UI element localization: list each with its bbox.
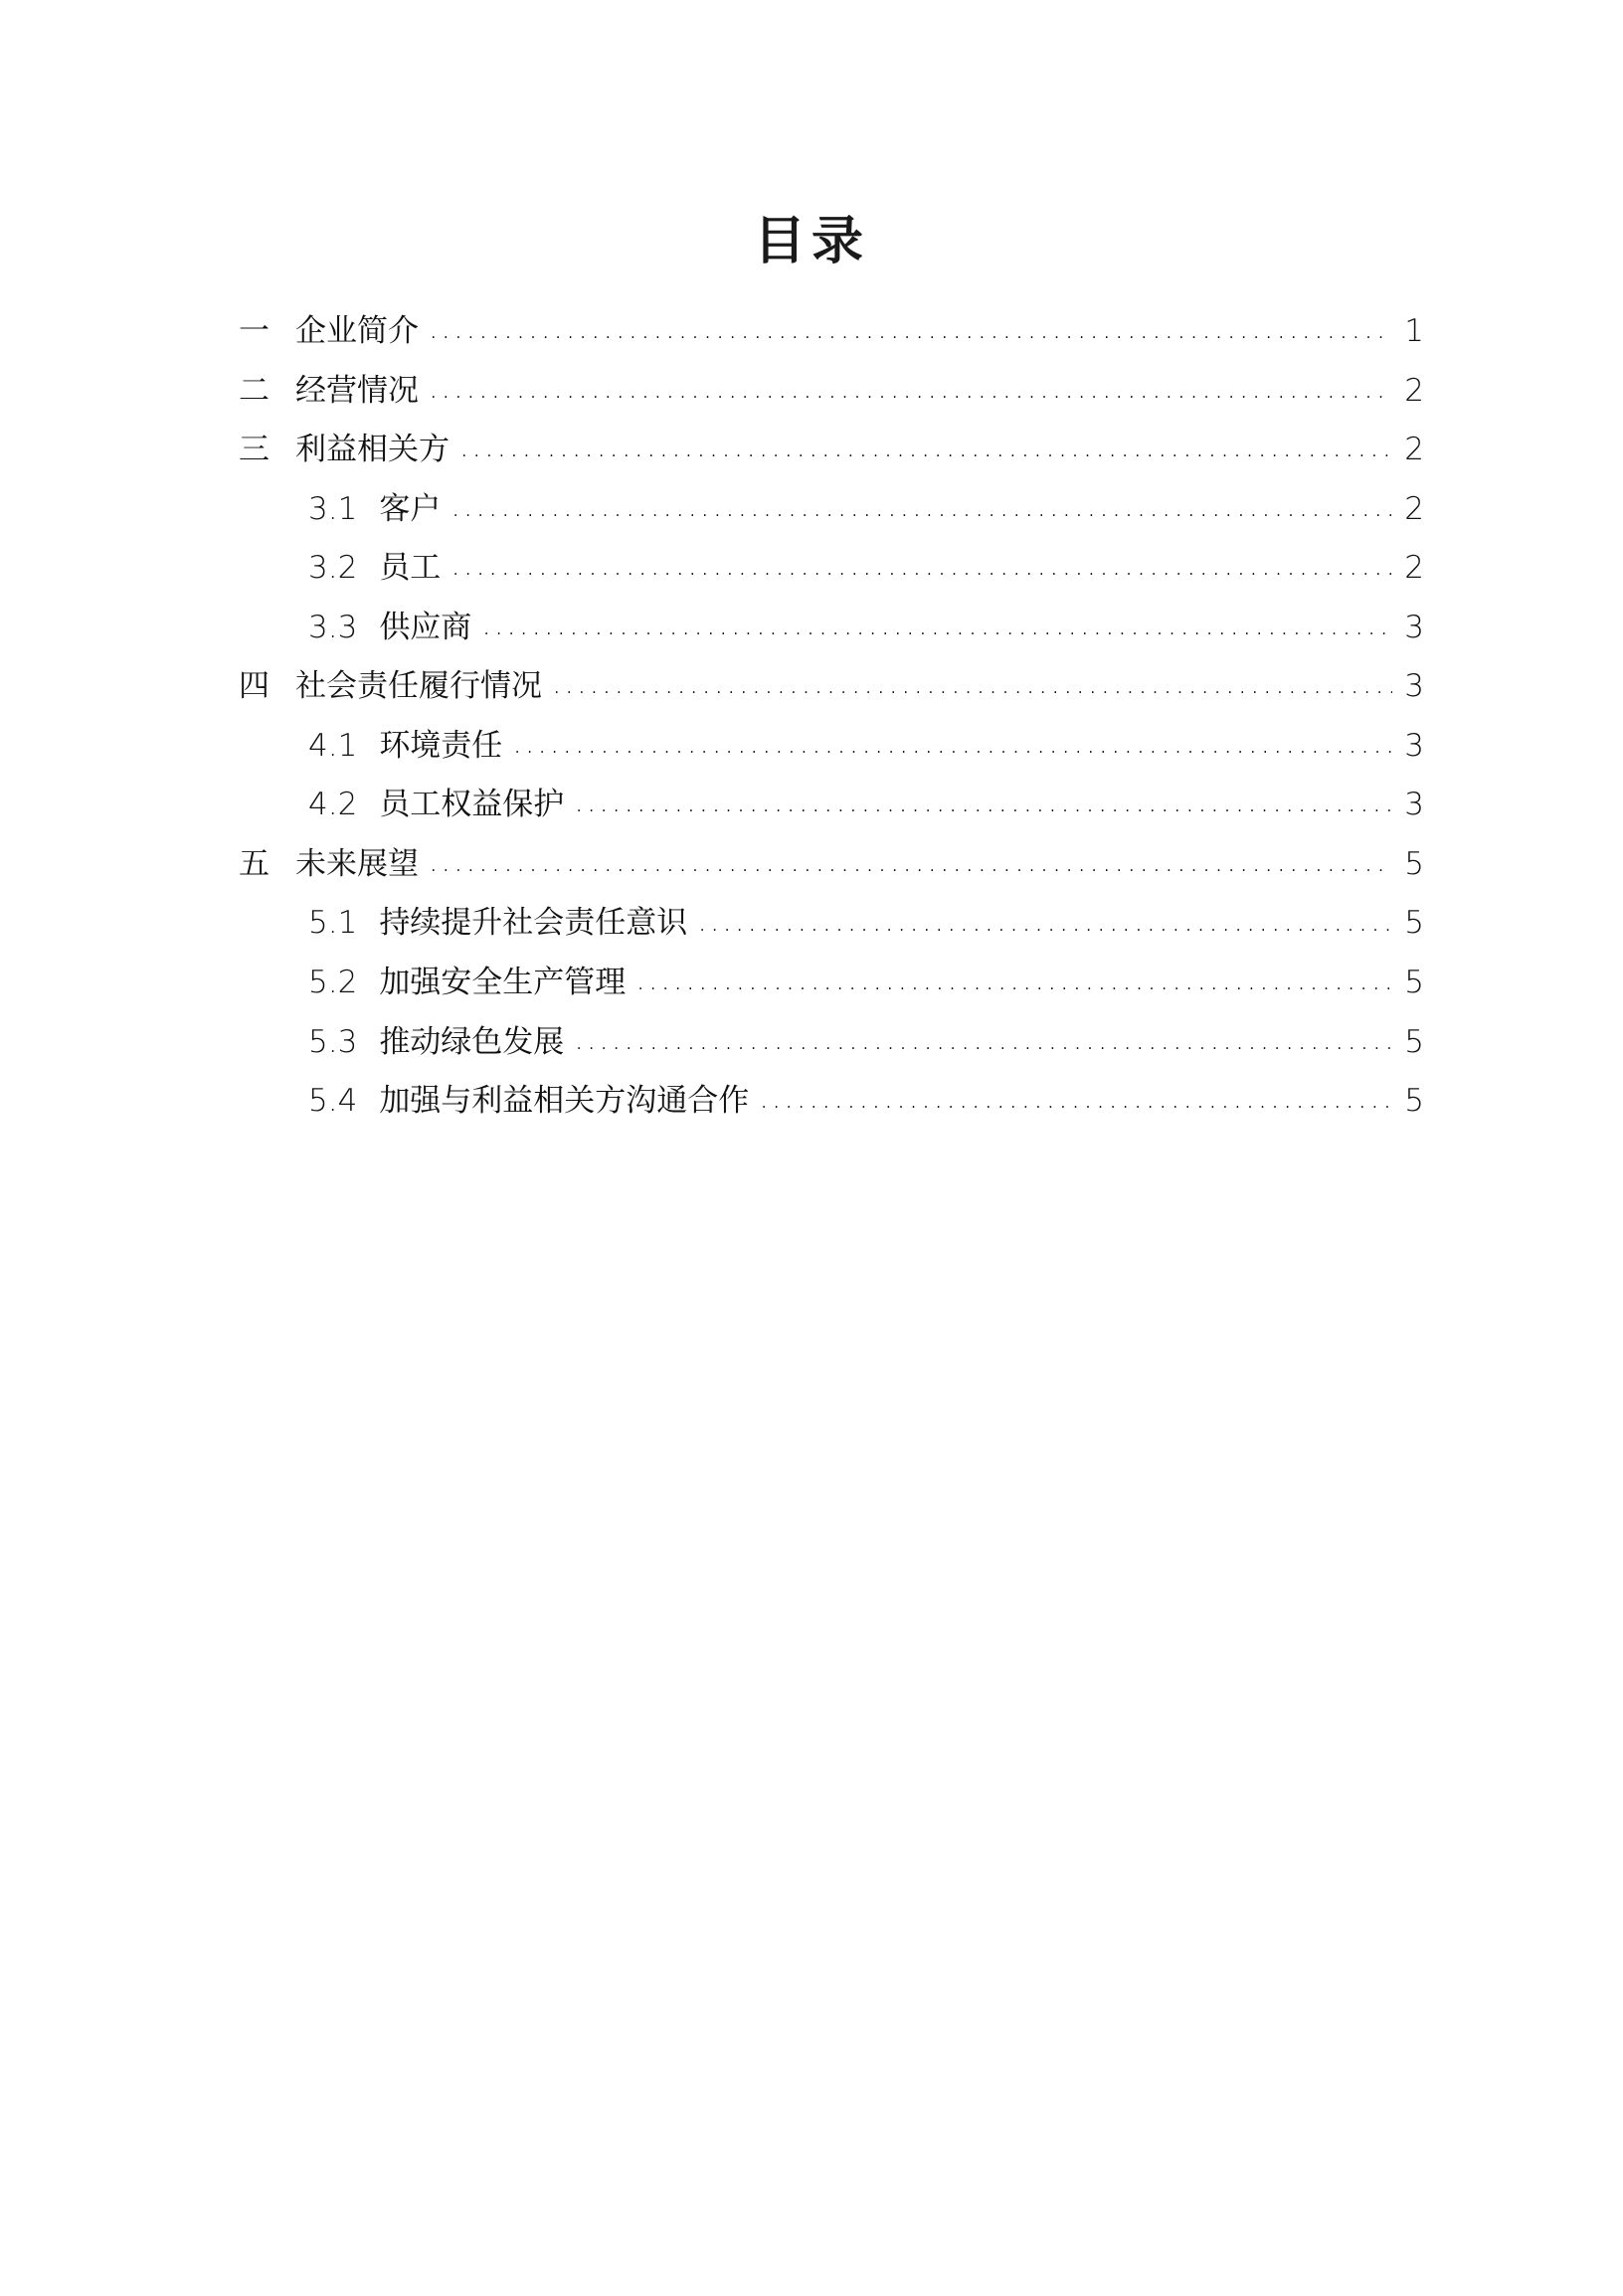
- toc-entry[interactable]: [199, 1071, 1424, 1131]
- toc-leader-dots: [451, 495, 1392, 525]
- toc-entry[interactable]: [199, 538, 1424, 598]
- toc-entry[interactable]: [199, 420, 1424, 479]
- toc-entry-page-number: 1: [1404, 313, 1424, 349]
- toc-entry-label: 加强安全生产管理: [379, 965, 627, 1001]
- toc-leader-dots: [759, 1088, 1392, 1118]
- toc-entry-page-number: 5: [1404, 845, 1424, 882]
- toc-entry-page-number: 3: [1404, 609, 1424, 645]
- toc-entry-label: 供应商: [379, 609, 472, 645]
- toc-entry[interactable]: [199, 716, 1424, 776]
- toc-entry-number: 四: [239, 668, 270, 705]
- toc-entry-label: 客户: [379, 490, 442, 527]
- toc-entry-number: 5.3: [308, 1023, 358, 1060]
- toc-leader-dots: [635, 970, 1392, 999]
- toc-entry-number: 4.2: [308, 787, 358, 823]
- toc-entry[interactable]: [199, 1012, 1424, 1072]
- page-title: 目录: [753, 211, 869, 271]
- toc-entry-page-number: 5: [1404, 1083, 1424, 1120]
- toc-entry-label: 企业简介: [295, 313, 419, 349]
- toc-entry-number: 5.1: [308, 905, 358, 942]
- toc-entry[interactable]: [199, 775, 1424, 834]
- toc-entry[interactable]: [199, 893, 1424, 953]
- toc-entry[interactable]: [199, 598, 1424, 657]
- toc-entry-page-number: 3: [1404, 727, 1424, 764]
- toc-entry[interactable]: [199, 361, 1424, 421]
- toc-leader-dots: [459, 437, 1392, 466]
- toc-entry-number: 3.3: [308, 609, 358, 645]
- toc-leader-dots: [574, 792, 1392, 821]
- toc-entry-number: 一: [239, 313, 270, 349]
- toc-entry-label: 员工: [379, 550, 442, 587]
- toc-entry-number: 3.1: [308, 490, 358, 527]
- toc-entry-label: 环境责任: [379, 727, 503, 764]
- toc-entry-number: 二: [239, 372, 270, 409]
- toc-entry-label: 利益相关方: [295, 432, 450, 468]
- toc-entry[interactable]: [199, 834, 1424, 894]
- toc-leader-dots: [552, 673, 1392, 703]
- toc-entry-page-number: 5: [1404, 905, 1424, 942]
- table-of-contents: [199, 301, 1424, 1131]
- toc-entry-number: 三: [239, 432, 270, 468]
- toc-entry-page-number: 2: [1404, 432, 1424, 468]
- toc-leader-dots: [429, 377, 1392, 407]
- toc-entry-page-number: 5: [1404, 965, 1424, 1001]
- toc-entry[interactable]: [199, 301, 1424, 361]
- toc-entry[interactable]: [199, 953, 1424, 1012]
- toc-entry-label: 持续提升社会责任意识: [379, 905, 688, 942]
- toc-entry-label: 加强与利益相关方沟通合作: [379, 1083, 750, 1120]
- toc-leader-dots: [429, 850, 1392, 880]
- toc-entry[interactable]: [199, 479, 1424, 539]
- toc-entry-page-number: 3: [1404, 668, 1424, 705]
- toc-entry-page-number: 2: [1404, 550, 1424, 587]
- toc-entry-number: 5.2: [308, 965, 358, 1001]
- toc-entry-label: 未来展望: [295, 845, 419, 882]
- toc-entry-number: 3.2: [308, 550, 358, 587]
- toc-entry-page-number: 2: [1404, 372, 1424, 409]
- toc-leader-dots: [429, 318, 1392, 348]
- toc-entry-page-number: 5: [1404, 1023, 1424, 1060]
- toc-entry-label: 推动绿色发展: [379, 1023, 565, 1060]
- toc-entry-number: 5.4: [308, 1083, 358, 1120]
- toc-leader-dots: [574, 1028, 1392, 1058]
- toc-entry-number: 五: [239, 845, 270, 882]
- toc-entry-label: 社会责任履行情况: [295, 668, 542, 705]
- toc-entry-page-number: 2: [1404, 490, 1424, 527]
- toc-entry-number: 4.1: [308, 727, 358, 764]
- toc-leader-dots: [512, 732, 1392, 762]
- toc-leader-dots: [451, 555, 1392, 585]
- toc-entry-label: 经营情况: [295, 372, 419, 409]
- toc-leader-dots: [697, 910, 1392, 940]
- toc-entry[interactable]: [199, 656, 1424, 716]
- toc-leader-dots: [481, 614, 1392, 643]
- toc-entry-page-number: 3: [1404, 787, 1424, 823]
- toc-entry-label: 员工权益保护: [379, 787, 565, 823]
